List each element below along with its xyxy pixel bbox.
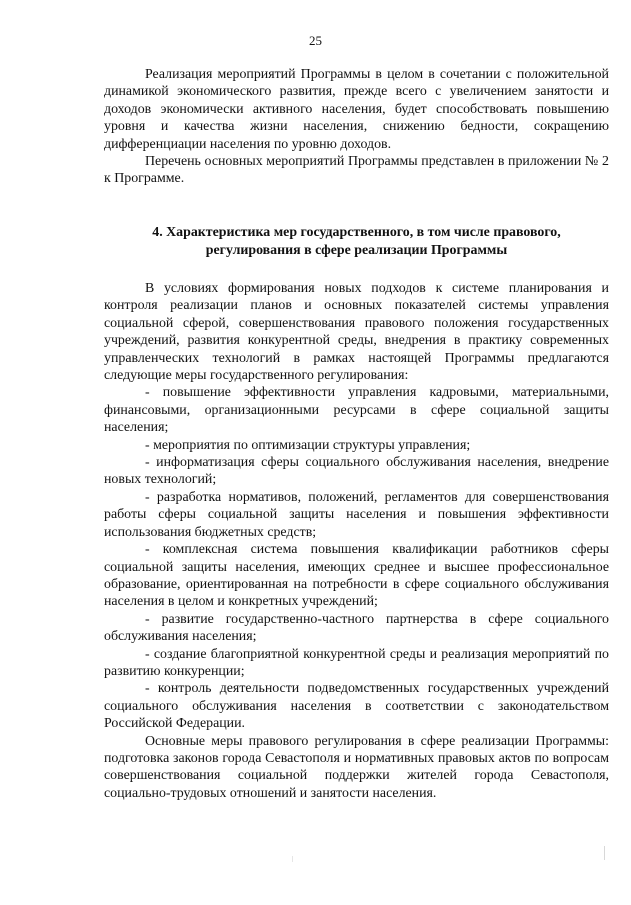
measure-item: - информатизация сферы социального обслуживания населения, внедрение новых технологий;: [104, 455, 609, 488]
measure-item: - мероприятия по оптимизации структуры управления;: [145, 437, 471, 453]
measure-item: - контроль деятельности подведомственных государственных учреждений социального обслуживания населения в соответствии с законодательством Российской Федерации.: [104, 681, 609, 732]
measure-item: - комплексная система повышения квалификации работников сферы социальной защиты населения, имеющих среднее и высшее профессиональное образование, ориентированная на потребности в сфере социального обслуживания населения в целом и конкретных учреждений;: [104, 542, 609, 610]
measure-item: - создание благоприятной конкурентной среды и реализация мероприятий по развитию конкуренции;: [104, 646, 609, 679]
page-number: 25: [309, 33, 322, 48]
section-heading: [104, 224, 609, 260]
measure-item: - развитие государственно-частного партнерства в сфере социального обслуживания населения;: [104, 611, 609, 645]
section-heading-line-2: регулирования в сфере реализации Программы: [205, 243, 508, 258]
intro-section: [104, 66, 609, 188]
paragraph-legal-measures: Основные меры правового регулирования в сфере реализации Программы: подготовка законов города Севастополя и нормативных правовых актов по вопросам совершенствования социальной поддержки жителей города Севастополя, социально-трудовых отношений и занятости населения.: [104, 733, 609, 801]
section-heading-line-1: 4. Характеристика мер государственного, в том числе правового,: [152, 225, 561, 240]
paragraph-regulation-intro: В условиях формирования новых подходов к системе планирования и контроля реализации планов и основных показателей системы управления социальной сферой, совершенствования правового положения государственных учреждений, развития конкурентной среды, внедрения в практику современных управленческих технологий в рамках настоящей Программы предлагаются следующие меры государственного регулирования:: [104, 281, 609, 384]
measure-item: - разработка нормативов, положений, регламентов для совершенствования работы сферы социальной защиты населения и повышения эффективности использования бюджетных средств;: [104, 489, 609, 540]
section-body: [104, 280, 609, 802]
paragraph-program-implementation: Реализация мероприятий Программы в целом в сочетании с положительной динамикой экономического развития, прежде всего с увеличением занятости и доходов экономически активного населения, будет способствовать повышению уровня и качества жизни населения, снижению бедности, сокращению дифференциации населения по уровню доходов.: [104, 67, 609, 152]
paragraph-activities-list: Перечень основных мероприятий Программы представлен в приложении № 2 к Программе.: [104, 154, 609, 187]
measure-item: - повышение эффективности управления кадровыми, материальными, финансовыми, организационными ресурсами в сфере социальной защиты населения;: [104, 385, 609, 436]
scan-mark: [292, 856, 293, 862]
scan-mark: [604, 846, 605, 860]
